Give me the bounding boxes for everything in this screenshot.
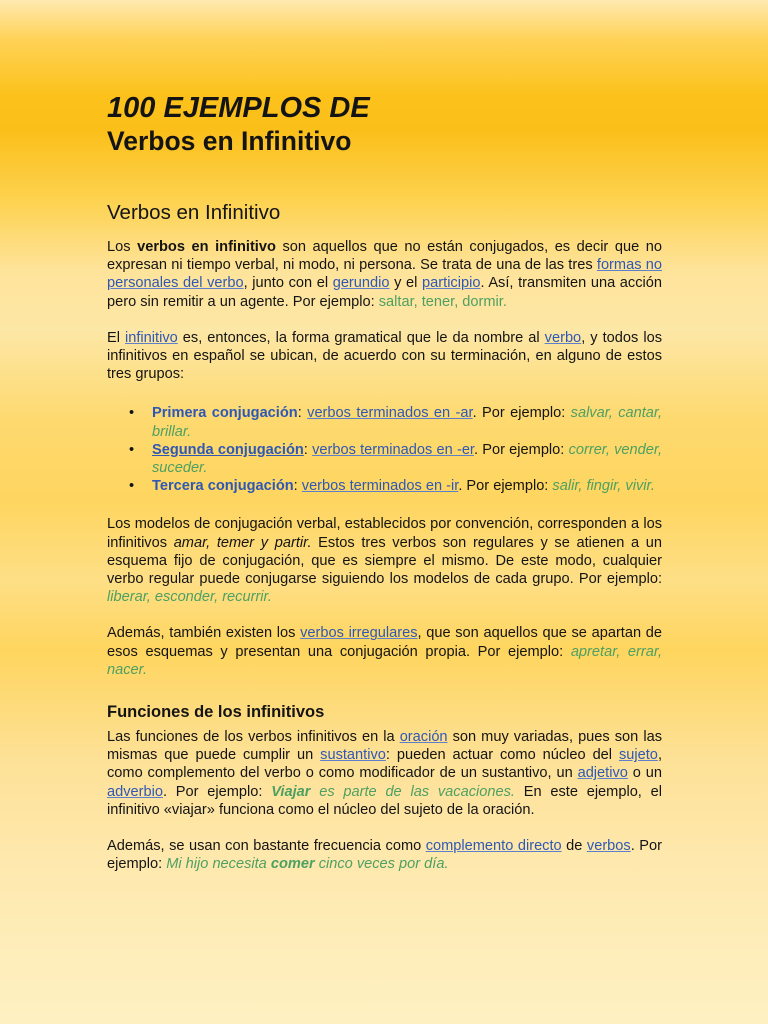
example-sentence: Mi hijo necesita comer cinco veces por día. (166, 856, 449, 873)
italic-infinitives: amar, temer y partir. (173, 534, 312, 551)
link-verbo[interactable]: verbo (544, 329, 582, 346)
example-text: saltar, tener, dormir. (378, 293, 507, 310)
link-sujeto[interactable]: sujeto (618, 747, 658, 764)
link-verbos-ar[interactable]: verbos terminados en -ar (307, 405, 473, 422)
link-gerundio[interactable]: gerundio (332, 275, 390, 292)
example-text: salir, fingir, vivir. (552, 478, 655, 495)
link-verbos-irregulares[interactable]: verbos irregulares (300, 625, 418, 642)
link-participio[interactable]: participio (422, 275, 481, 292)
link-infinitivo[interactable]: infinitivo (125, 329, 178, 346)
section-heading-verbos-en-infinitivo: Verbos en Infinitivo (107, 201, 281, 224)
link-verbos[interactable]: verbos (586, 838, 631, 855)
page-title (107, 92, 662, 158)
bullet-icon: • (129, 478, 135, 495)
title-line-1: 100 EJEMPLOS DE (107, 92, 370, 124)
paragraph-definition: Los verbos en infinitivo son aquellos que no están conjugados, es decir que no expresan ni tiempo verbal, ni modo, ni persona. Se trata de una de las tres formas no personales del verbo, junto con el gerundio y el participio. Así, transmiten una acción pero sin remitir a un agente. Por ejemplo: saltar, tener, dormir. (107, 239, 662, 310)
conjugation-list (107, 404, 662, 495)
example-text: salvar, cantar, brillar. (152, 405, 663, 440)
link-oracion[interactable]: oración (399, 729, 448, 746)
example-bold-word: Viajar (271, 783, 311, 800)
bullet-icon: • (129, 405, 135, 422)
list-item: • Segunda conjugación: verbos terminados en -er. Por ejemplo: correr, vender, suceder. (129, 441, 663, 477)
example-sentence: Viajar es parte de las vacaciones. (271, 783, 515, 800)
link-complemento-directo[interactable]: complemento directo (425, 838, 562, 855)
example-text: apretar, errar, nacer. (107, 643, 662, 678)
conjugation-name: Primera conjugación (152, 405, 298, 422)
section-heading-funciones: Funciones de los infinitivos (107, 703, 325, 722)
list-item: • Primera conjugación: verbos terminados en -ar. Por ejemplo: salvar, cantar, brillar. (129, 405, 663, 440)
conjugation-name: Segunda conjugación (152, 441, 304, 458)
example-text: liberar, esconder, recurrir. (107, 589, 272, 606)
bold-term: verbos en infinitivo (137, 239, 276, 255)
link-sustantivo[interactable]: sustantivo (320, 747, 386, 764)
link-verbos-ir[interactable]: verbos terminados en -ir (301, 478, 459, 495)
link-adverbio[interactable]: adverbio (107, 783, 163, 800)
paragraph-irregulares: Además, también existen los verbos irregulares, que son aquellos que se apartan de esos esquemas y presentan una conjugación propia. Por ejemplo: apretar, errar, nacer. (107, 625, 662, 678)
link-formas-no-personales[interactable]: formas no personales del verbo (107, 257, 662, 292)
bullet-icon: • (129, 441, 135, 458)
document-body (107, 92, 662, 873)
example-text: correr, vender, suceder. (152, 441, 663, 477)
link-verbos-er[interactable]: verbos terminados en -er (312, 441, 474, 458)
paragraph-modelos: Los modelos de conjugación verbal, establecidos por convención, corresponden a los infinitivos amar, temer y partir. Estos tres verbos son regulares y se atienen a un esquema fijo de conjugación, que es siempre el mismo. De este modo, cualquier verbo regular puede conjugarse siguiendo los modelos de cada grupo. Por ejemplo: liberar, esconder, recurrir. (107, 516, 663, 606)
paragraph-infinitivo: El infinitivo es, entonces, la forma gramatical que le da nombre al verbo, y todos los infinitivos en español se ubican, de acuerdo con su terminación, en alguno de estos tres grupos: (107, 329, 663, 383)
conjugation-name: Tercera conjugación (152, 478, 294, 495)
paragraph-funciones: Las funciones de los verbos infinitivos en la oración son muy variadas, pues son las mismas que puede cumplir un sustantivo: pueden actuar como núcleo del sujeto, como complemento del verbo o como modificador de un sustantivo, un adjetivo o un adverbio. Por ejemplo: Viajar es parte de las vacaciones. En este ejemplo, el infinitivo «viajar» funciona como el núcleo del sujeto de la oración. (107, 729, 662, 818)
list-item: • Tercera conjugación: verbos terminados en -ir. Por ejemplo: salir, fingir, vivir. (129, 478, 655, 495)
link-adjetivo[interactable]: adjetivo (577, 765, 628, 782)
paragraph-complemento: Además, se usan con bastante frecuencia como complemento directo de verbos. Por ejemplo: Mi hijo necesita comer cinco veces por día. (107, 838, 662, 873)
example-bold-word: comer (270, 856, 315, 873)
title-line-2: Verbos en Infinitivo (107, 126, 352, 156)
